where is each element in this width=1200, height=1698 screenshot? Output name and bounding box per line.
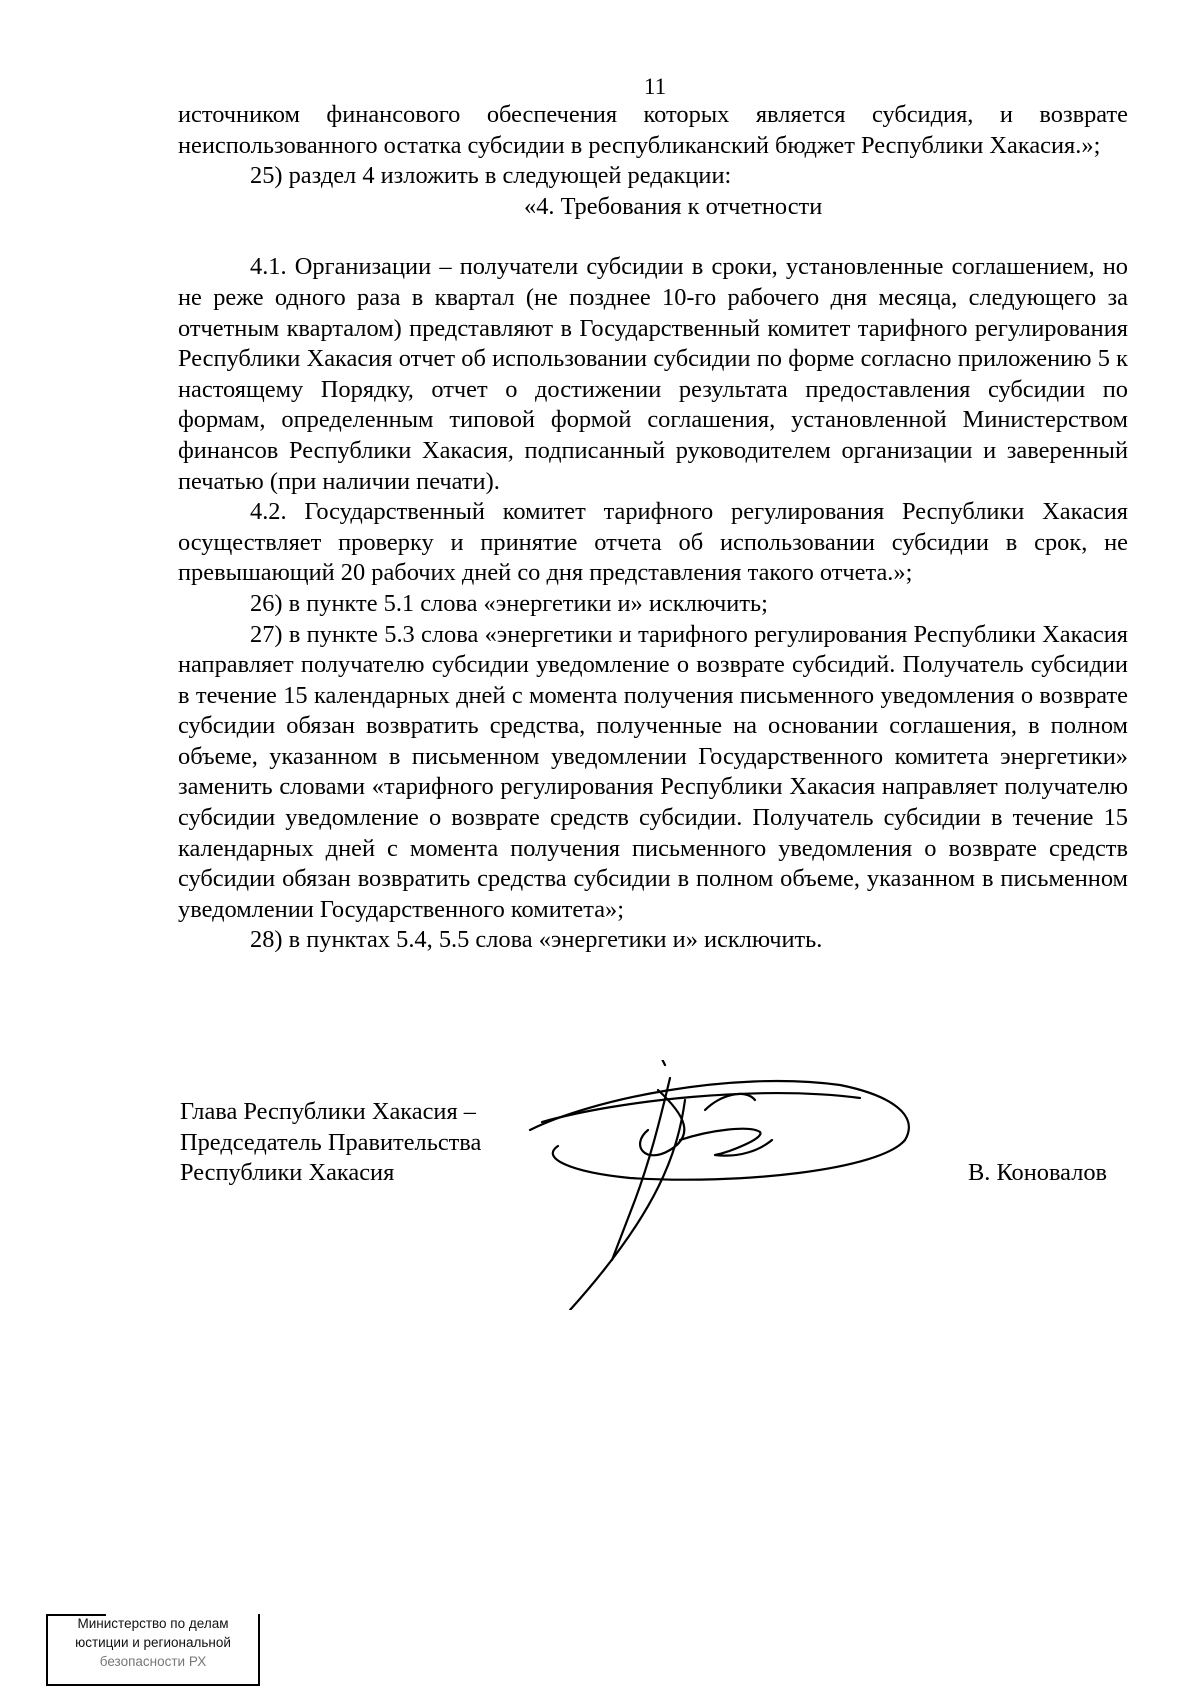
paragraph-item-27: 27) в пункте 5.3 слова «энергетики и тарифного регулирования Республики Хакасия направляет получателю субсидии уведомление о возврате субсидий. Получатель субсидии в течение 15 календарных дней с момента получения письменного уведомления о возврате субсидии обязан возвратить средства, полученные на основании соглашения, в полном объеме, указанном в письменном уведомлении Государственного комитета энергетики» заменить словами «тарифного регулирования Республики Хакасия направляет получателю субсидии уведомление о возврате средств субсидии. Получатель субсидии в течение 15 календарных дней с момента получения письменного уведомления о возврате средств субсидии обязан возвратить средства субсидии в полном объеме, указанном в письменном уведомлении Государственного комитета»; <box>178 620 1128 923</box>
stamp-line: безопасности РХ <box>99 1654 207 1669</box>
paragraph-item-26: 26) в пункте 5.1 слова «энергетики и» исключить; <box>250 589 768 617</box>
signatory-name: В. Коновалов <box>968 1159 1108 1186</box>
handwritten-signature <box>510 1060 930 1310</box>
paragraph-continuation: источником финансового обеспечения которых является субсидия, и возврате неиспользованного остатка субсидии в республиканский бюджет Республики Хакасия.»; <box>178 101 1128 159</box>
signatory-title-line: Глава Республики Хакасия – <box>180 1098 476 1125</box>
page-number: 11 <box>643 74 667 99</box>
paragraph-4-2: 4.2. Государственный комитет тарифного регулирования Республики Хакасия осуществляет проверку и принятие отчета об использовании субсидии в срок, не превышающий 20 рабочих дней со дня представления такого отчета.»; <box>178 498 1128 587</box>
paragraph-item-28: 28) в пунктах 5.4, 5.5 слова «энергетики и» исключить. <box>250 926 823 954</box>
stamp-line: юстиции и региональной <box>75 1635 231 1650</box>
document-body <box>178 100 1128 956</box>
signatory-title <box>180 1097 481 1189</box>
stamp-line: Министерство по делам <box>77 1616 229 1631</box>
paragraph-item-25: 25) раздел 4 изложить в следующей редакции: <box>250 162 732 190</box>
paragraph-4-1: 4.1. Организации – получатели субсидии в сроки, установленные соглашением, но не реже одного раза в квартал (не позднее 10-го рабочего дня месяца, следующего за отчетным кварталом) представляют в Государственный комитет тарифного регулирования Республики Хакасия отчет об использовании субсидии по форме согласно приложению 5 к настоящему Порядку, отчет о достижении результата предоставления субсидии по формам, определенным типовой формой соглашения, установленной Министерством финансов Республики Хакасия, подписанный руководителем организации и заверенный печатью (при наличии печати). <box>178 253 1128 495</box>
signatory-title-line: Председатель Правительства <box>180 1128 482 1156</box>
registration-stamp <box>46 1614 260 1686</box>
signatory-title-line: Республики Хакасия <box>180 1159 395 1187</box>
section-title: «4. Требования к отчетности <box>524 192 823 220</box>
